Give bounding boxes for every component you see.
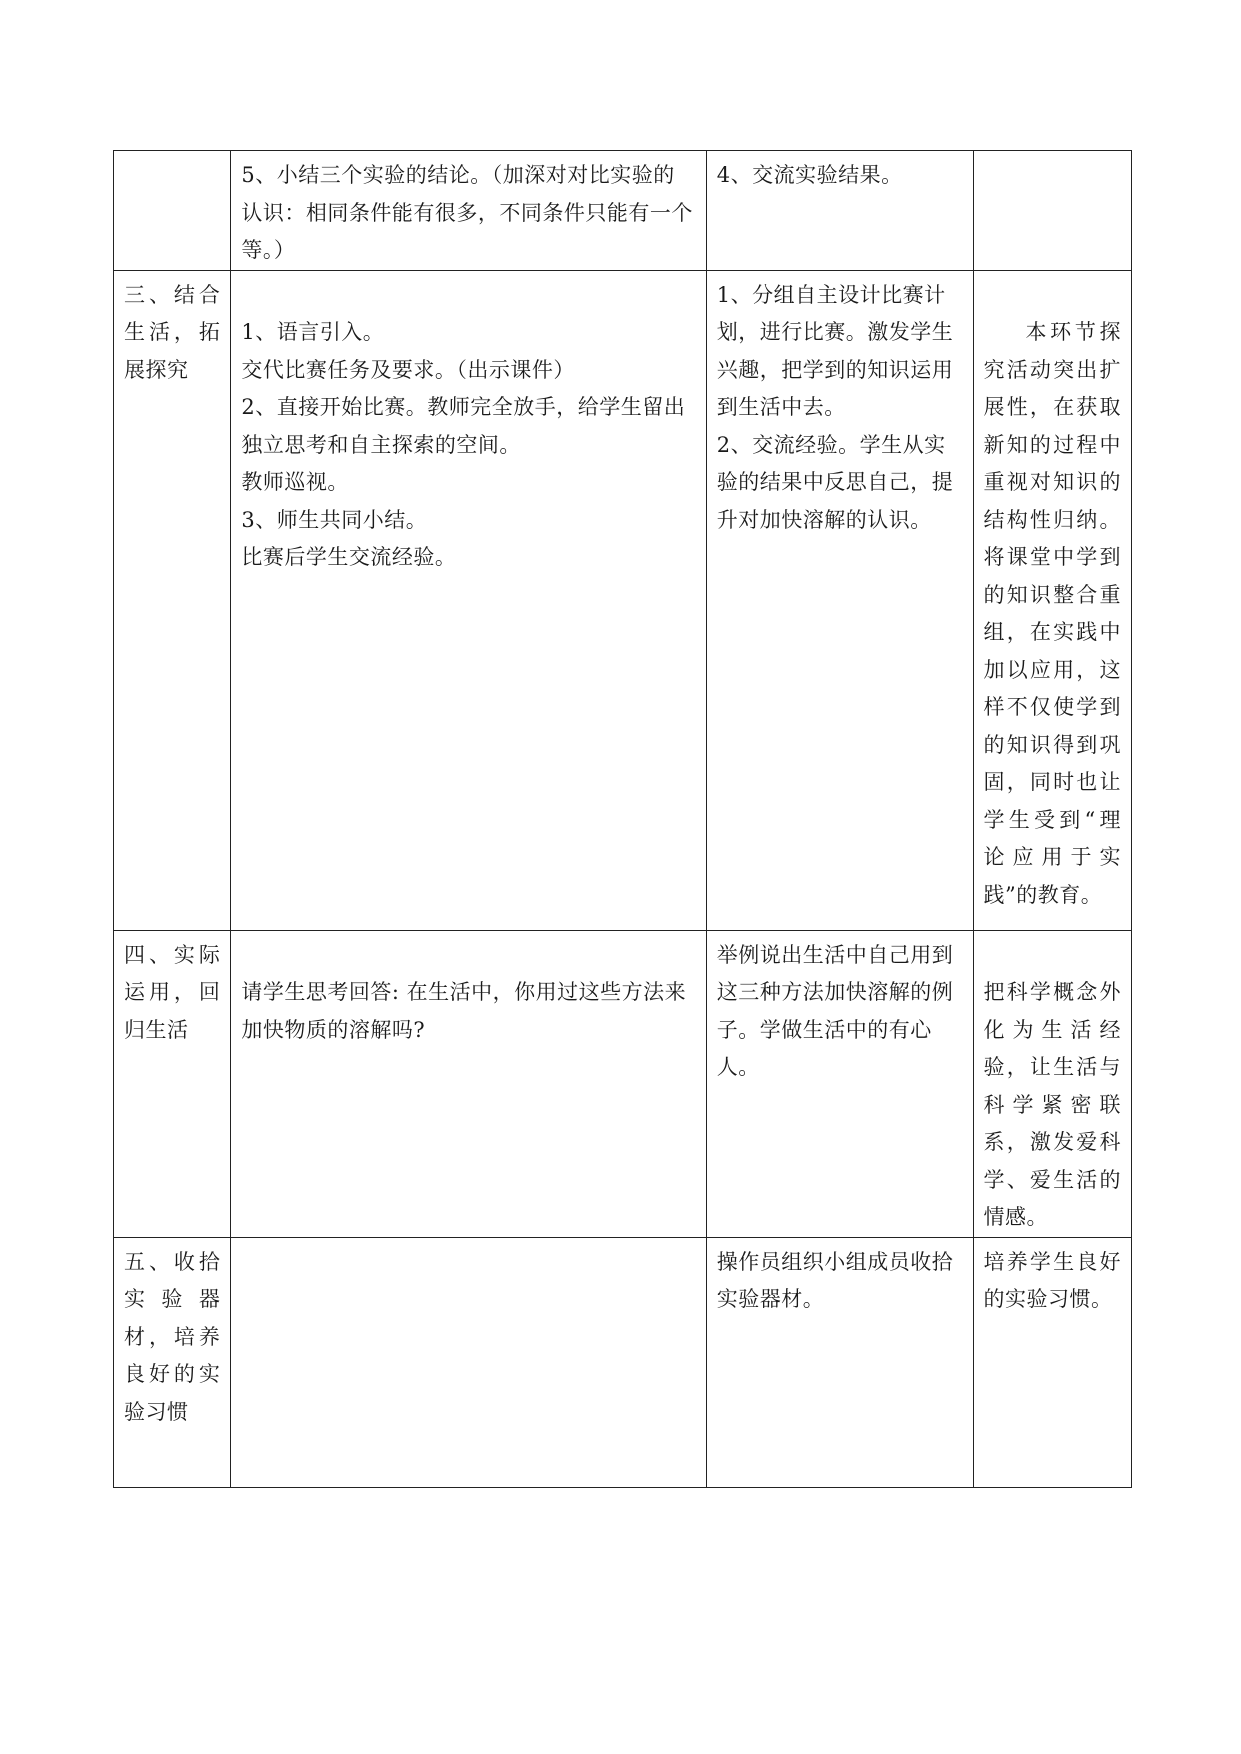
teacher-activity-text: 请学生思考回答: 在生活中，你用过这些方法来加快物质的溶解吗? [241, 980, 687, 1042]
spacer [241, 937, 695, 975]
student-activity-cell [706, 1237, 973, 1487]
teacher-activity-cell [231, 270, 706, 930]
student-activity-text: 4、交流实验结果。 [716, 163, 903, 187]
teacher-activity-text: 3、师生共同小结。 [241, 507, 428, 532]
stage-cell [114, 930, 231, 1237]
design-intent-cell [973, 1237, 1131, 1487]
stage-cell [114, 270, 231, 930]
stage-title: 三、结合生活，拓展探究 [124, 282, 221, 382]
design-intent-cell [973, 270, 1131, 930]
spacer [241, 277, 695, 315]
teacher-activity-text: 2、直接开始比赛。教师完全放手，给学生留出独立思考和自主探索的空间。 [241, 395, 686, 457]
student-activity-text: 2、交流经验。学生从实验的结果中反思自己，提升对加快溶解的认识。 [716, 432, 954, 532]
stage-cell [114, 151, 231, 271]
stage-cell [114, 1237, 231, 1487]
table-row [114, 1237, 1132, 1487]
teacher-activity-text: 1、语言引入。 [241, 320, 385, 344]
table-row [114, 270, 1132, 930]
spacer [984, 277, 1121, 315]
stage-title: 五、收拾实验器材，培养良好的实验习惯 [124, 1249, 221, 1424]
student-activity-cell [706, 151, 973, 271]
table-row [114, 930, 1132, 1237]
spacer [984, 937, 1121, 975]
design-intent-cell [973, 930, 1131, 1237]
student-activity-text: 举例说出生活中自己用到这三种方法加快溶解的例子。学做生活中的有心人。 [716, 942, 954, 1079]
design-intent-text: 把科学概念外化为生活经验，让生活与科学紧密联系，激发爱科学、爱生活的情感。 [983, 980, 1121, 1229]
student-activity-text: 操作员组织小组成员收拾实验器材。 [716, 1249, 954, 1311]
stage-title: 四、实际运用，回归生活 [124, 942, 221, 1042]
design-intent-text: 培养学生良好的实验习惯。 [983, 1249, 1121, 1311]
student-activity-text: 1、分组自主设计比赛计划，进行比赛。激发学生兴趣，把学到的知识运用到生活中去。 [716, 282, 954, 419]
table-row [114, 151, 1132, 271]
lesson-plan-table [113, 150, 1132, 1488]
design-intent-cell [973, 151, 1131, 271]
teacher-activity-text: 比赛后学生交流经验。 [241, 545, 457, 569]
student-activity-cell [706, 930, 973, 1237]
student-activity-cell [706, 270, 973, 930]
teacher-activity-cell [231, 1237, 706, 1487]
design-intent-text: 本环节探究活动突出扩展性，在获取新知的过程中重视对知识的结构性归纳。将课堂中学到的知识整合重组，在实践中加以应用，这样不仅使学到的知识得到巩固，同时也让学生受到“理论应用于实践”的教育。 [983, 320, 1121, 907]
teacher-activity-text: 交代比赛任务及要求。（出示课件） [241, 357, 575, 382]
teacher-activity-cell [231, 151, 706, 271]
teacher-activity-text: 教师巡视。 [241, 470, 349, 494]
teacher-activity-cell [231, 930, 706, 1237]
teacher-activity-text: 5、小结三个实验的结论。（加深对对比实验的认识：相同条件能有很多，不同条件只能有一个等。） [241, 163, 693, 262]
